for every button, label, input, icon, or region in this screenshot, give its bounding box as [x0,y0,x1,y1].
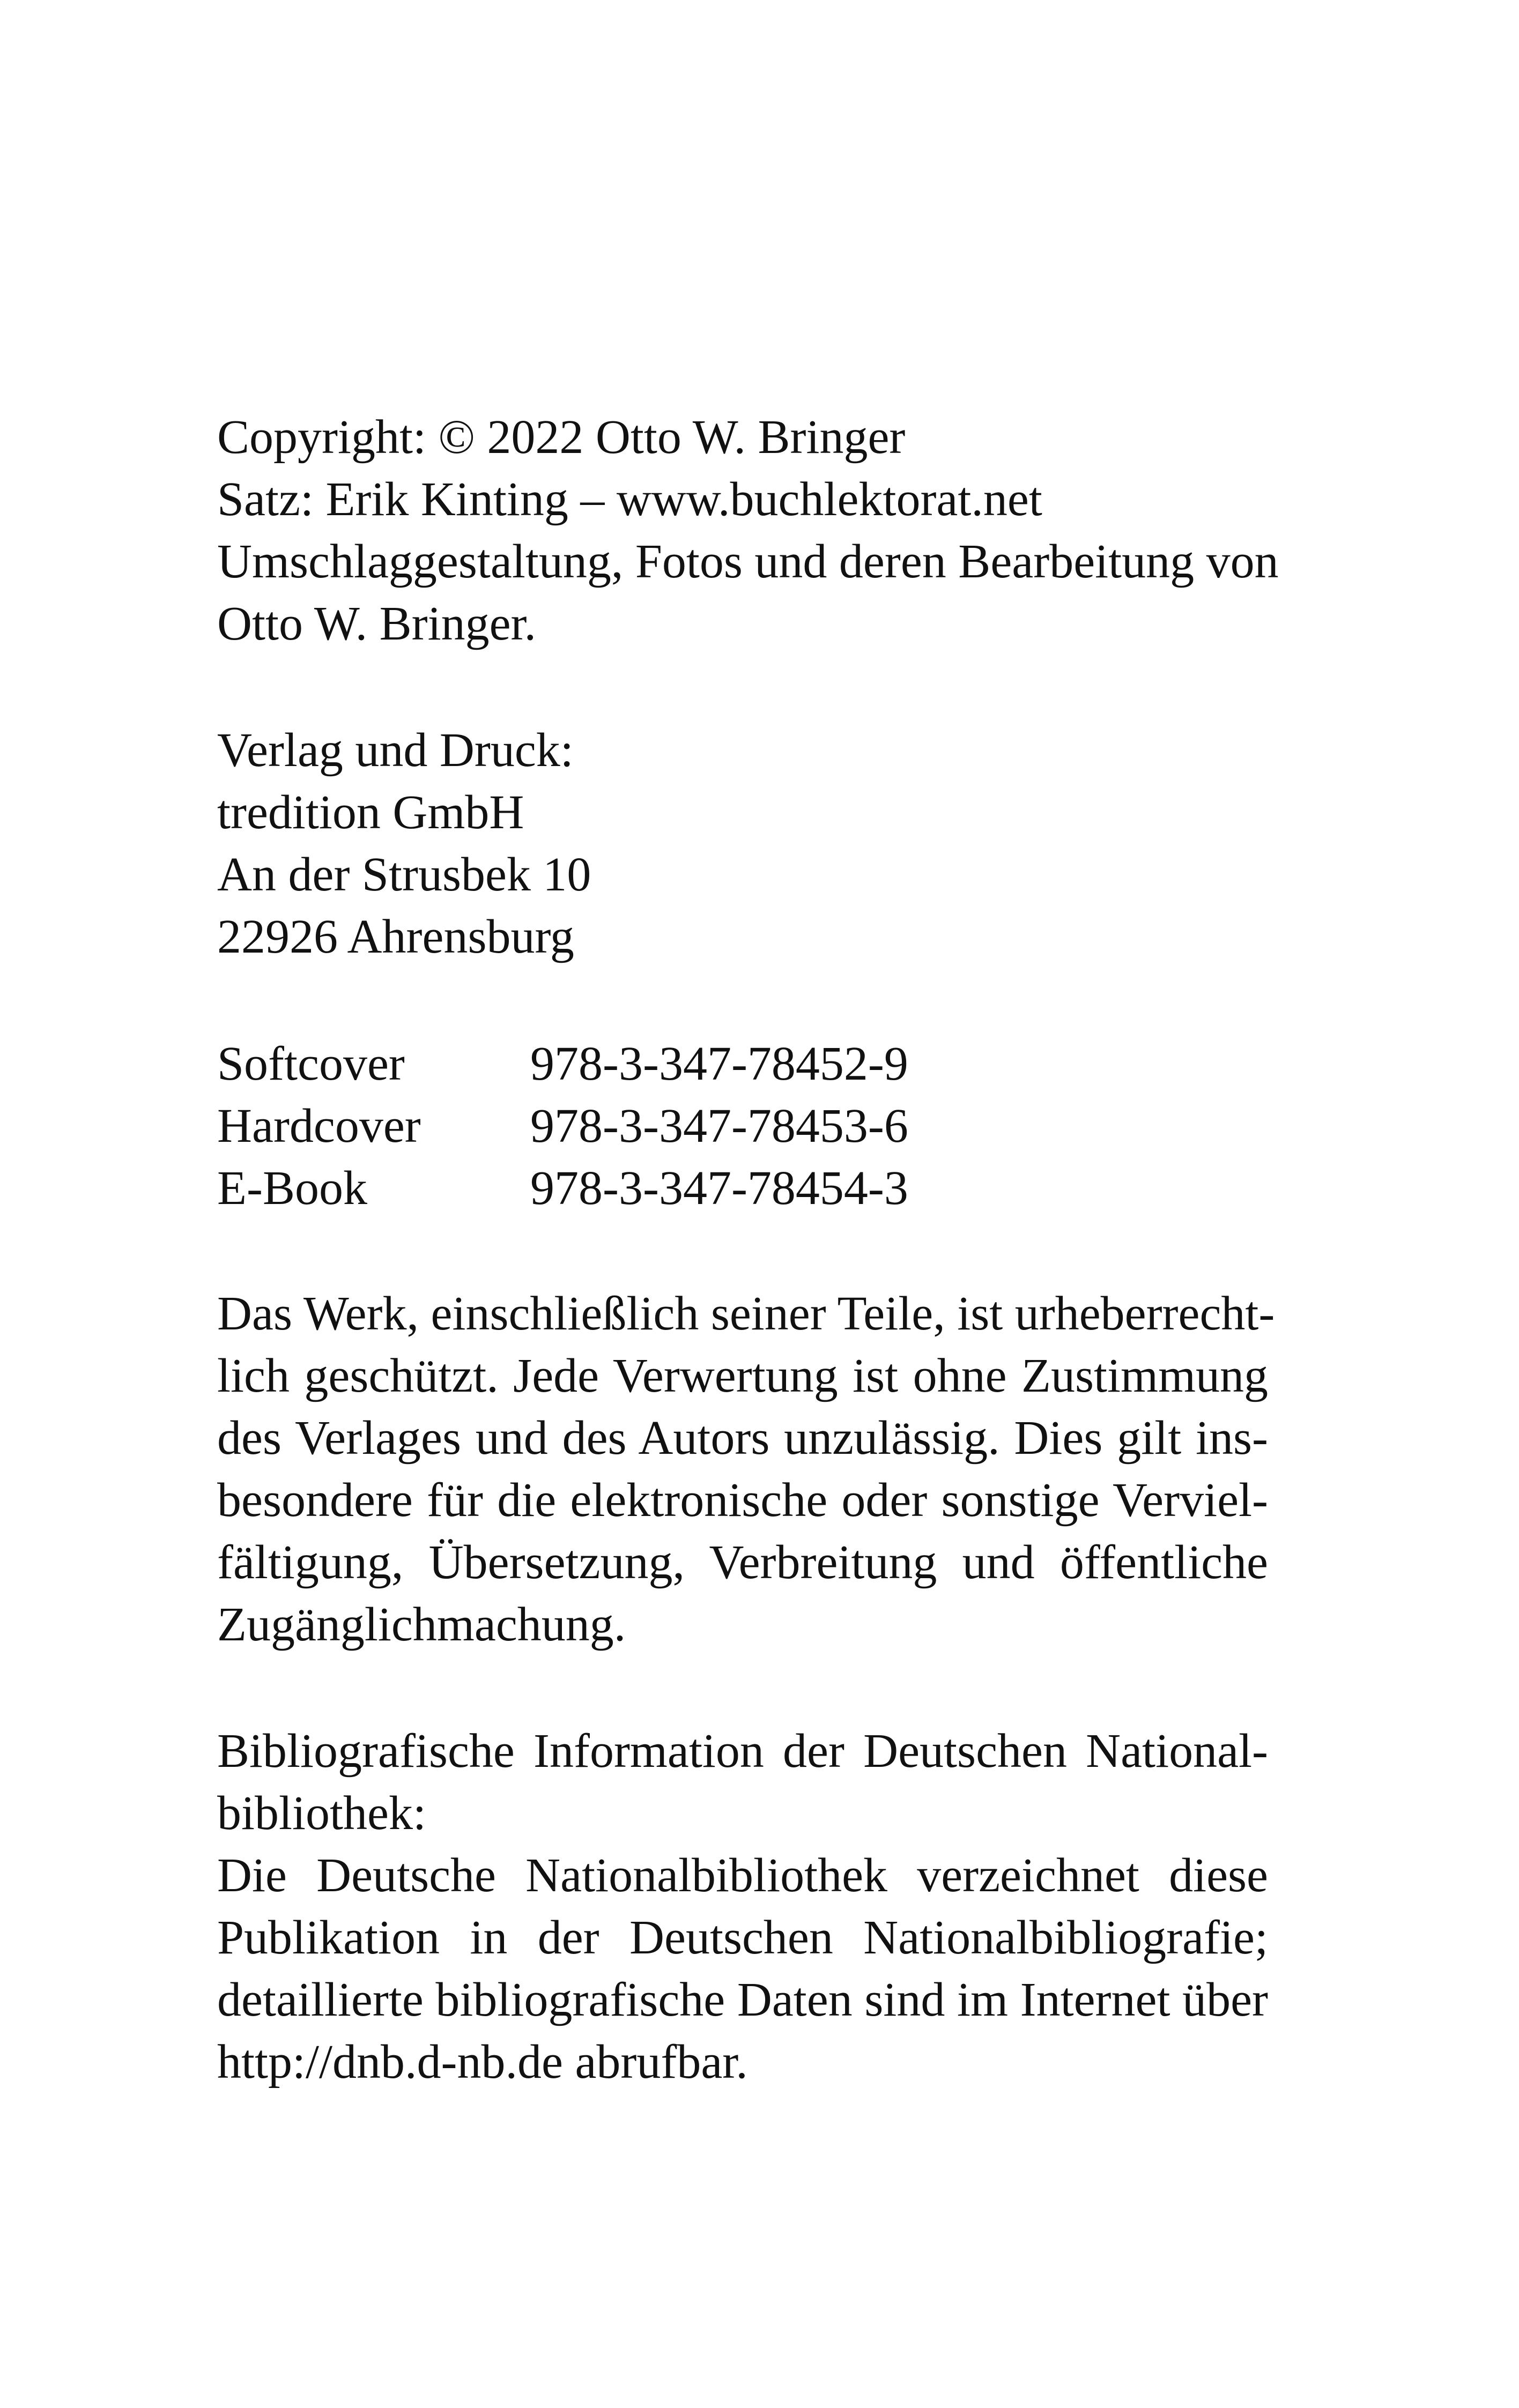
isbn-number: 978-3-347-78453-6 [530,1099,908,1153]
isbn-row-hardcover [217,1095,1268,1157]
bibliographic-info-section [217,1720,1268,2093]
publisher-street: An der Strusbek 10 [217,848,591,901]
isbn-format-label: Hardcover [217,1099,421,1153]
publisher-section [217,719,1268,968]
cover-design-line: Umschlaggestaltung, Fotos und deren Bearbeitung von [217,535,1279,588]
bibliographic-heading-line: bibliothek: [217,1787,426,1840]
legal-notice-section [217,1283,1275,1656]
legal-notice-line: des Verlages und des Autors unzulässig. Dies gilt ins- [217,1411,1268,1465]
cover-design-author-line: Otto W. Bringer. [217,597,537,650]
bibliographic-heading-line: Bibliografische Information der Deutschen National- [217,1725,1268,1778]
copyright-line: Copyright: © 2022 Otto W. Bringer [217,411,906,464]
publisher-heading: Verlag und Druck: [217,724,574,777]
copyright-section [217,406,1279,655]
legal-notice-line: Das Werk, einschließlich seiner Teile, ist urheberrecht- [217,1287,1275,1340]
isbn-number: 978-3-347-78454-3 [530,1162,908,1215]
isbn-section [217,1033,1268,1220]
publisher-city: 22926 Ahrensburg [217,910,574,963]
legal-notice-line: Zugänglichmachung. [217,1598,626,1651]
bibliographic-text-line: Publikation in der Deutschen Nationalbibliografie; [217,1911,1268,1964]
typesetting-line: Satz: Erik Kinting – www.buchlektorat.net [217,473,1042,526]
bibliographic-text-line: detaillierte bibliografische Daten sind im Internet über [217,1973,1268,2026]
isbn-format-label: Softcover [217,1037,405,1090]
isbn-number: 978-3-347-78452-9 [530,1037,908,1090]
isbn-row-softcover [217,1033,1268,1095]
bibliographic-text-line: Die Deutsche Nationalbibliothek verzeichnet diese [217,1849,1268,1902]
legal-notice-line: fältigung, Übersetzung, Verbreitung und öffentliche [217,1536,1268,1589]
isbn-format-label: E-Book [217,1162,367,1215]
isbn-row-ebook [217,1157,1268,1220]
publisher-name: tredition GmbH [217,786,524,839]
legal-notice-line: lich geschützt. Jede Verwertung ist ohne Zustimmung [217,1349,1268,1402]
legal-notice-line: besondere für die elektronische oder sonstige Verviel- [217,1474,1268,1527]
bibliographic-url-line: http://dnb.d-nb.de abrufbar. [217,2035,748,2089]
